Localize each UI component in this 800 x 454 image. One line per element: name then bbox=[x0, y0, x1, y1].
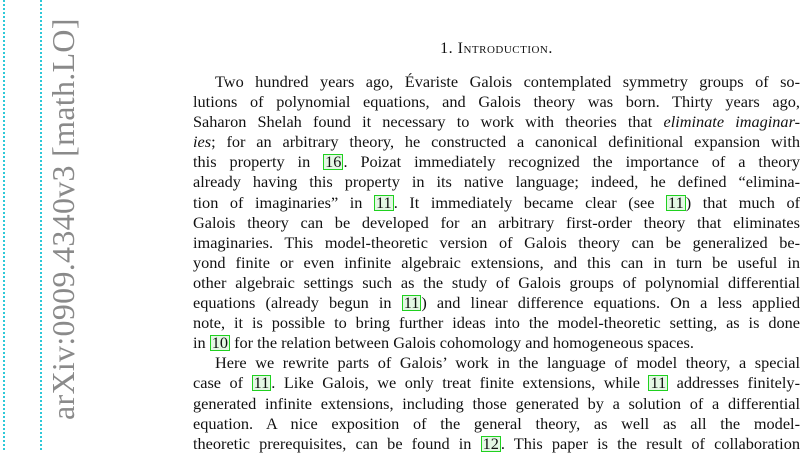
body-text: Two hundred years ago, Évariste Galois contemplated symmetry groups of so- bbox=[215, 72, 800, 91]
citation-link[interactable]: 11 bbox=[668, 192, 684, 212]
body-text: . Poizat immediately recognized the importance of a theory bbox=[343, 152, 800, 172]
body-text: imaginaries. This model-theoretic version of Galois theory can be generalized be- bbox=[193, 232, 800, 252]
body-text: . This paper is the result of collaboration bbox=[500, 433, 800, 453]
text-line bbox=[193, 213, 800, 233]
body-text: addresses finitely- bbox=[668, 373, 800, 393]
body-text: ; for an arbitrary theory, he constructed a canonical definitional expansion with bbox=[211, 132, 800, 152]
text-line bbox=[193, 92, 800, 112]
text-line bbox=[193, 373, 800, 393]
body-text: . Like Galois, we only treat finite extensions, while bbox=[271, 373, 649, 393]
citation-link[interactable]: 11 bbox=[253, 373, 270, 393]
text-line bbox=[193, 333, 800, 353]
body-text: lutions of polynomial equations, and Galois theory was born. Thirty years ago, bbox=[193, 92, 800, 112]
body-text: theoretic prerequisites, can be found in bbox=[193, 433, 481, 453]
body-text: case of bbox=[193, 373, 252, 393]
citation-link[interactable]: 11 bbox=[650, 373, 667, 393]
text-line bbox=[193, 313, 800, 333]
body-text: ) that much of bbox=[685, 192, 800, 212]
text-line bbox=[193, 193, 800, 213]
body-text: generated infinite extensions, including those generated by a solution of a differential bbox=[193, 393, 800, 413]
text-line bbox=[193, 353, 800, 373]
text-line bbox=[193, 172, 800, 192]
text-line bbox=[193, 72, 800, 92]
body-text: Saharon Shelah found it necessary to work with theories that bbox=[193, 112, 664, 132]
body-text: Here we rewrite parts of Galois’ work in the language of model theory, a special bbox=[215, 353, 800, 373]
text-line bbox=[193, 414, 800, 434]
text-line bbox=[193, 233, 800, 253]
text-line bbox=[193, 394, 800, 414]
text-line bbox=[193, 112, 800, 132]
body-text: tion of imaginaries” in bbox=[193, 192, 375, 212]
arxiv-identifier: arXiv:0909.4340v3 [math.LO] bbox=[45, 18, 81, 420]
body-text: ) and linear difference equations. On a less applied bbox=[421, 293, 800, 313]
text-line bbox=[193, 273, 800, 293]
body-text: note, it is possible to bring further ideas into the model-theoretic setting, as is done bbox=[193, 313, 800, 333]
citation-link[interactable]: 12 bbox=[482, 433, 499, 453]
body-text: this property in bbox=[193, 152, 324, 172]
text-line bbox=[193, 293, 800, 313]
body-text: for the relation between Galois cohomology and homogeneous spaces. bbox=[230, 333, 694, 353]
emphasis-text: ies bbox=[193, 132, 212, 152]
paper-body bbox=[193, 72, 800, 454]
section-heading: 1. Introduction. bbox=[440, 40, 553, 57]
body-text: equations (already begun in bbox=[193, 293, 402, 313]
citation-link[interactable]: 11 bbox=[376, 192, 392, 212]
text-line bbox=[193, 152, 800, 172]
body-text: Galois theory can be developed for an arbitrary first-order theory that eliminates bbox=[193, 212, 800, 232]
citation-link[interactable]: 11 bbox=[403, 293, 420, 313]
text-line bbox=[193, 434, 800, 454]
text-line bbox=[193, 132, 800, 152]
body-text: already having this property in its native language; indeed, he defined “elimina- bbox=[193, 172, 800, 192]
body-text: other algebraic settings such as the study of Galois groups of polynomial differential bbox=[193, 272, 800, 292]
body-text: yond finite or even infinite algebraic extensions, and this can in turn be useful in bbox=[193, 252, 800, 272]
arxiv-sidebar bbox=[3, 0, 81, 450]
emphasis-text: eliminate imaginar- bbox=[663, 112, 800, 132]
body-text: . It immediately became clear (see bbox=[393, 192, 667, 212]
body-text: equation. A nice exposition of the general theory, as well as all the model- bbox=[193, 413, 800, 433]
citation-link[interactable]: 10 bbox=[211, 333, 229, 353]
body-text: in bbox=[193, 333, 210, 353]
citation-link[interactable]: 16 bbox=[325, 152, 342, 172]
text-line bbox=[193, 253, 800, 273]
